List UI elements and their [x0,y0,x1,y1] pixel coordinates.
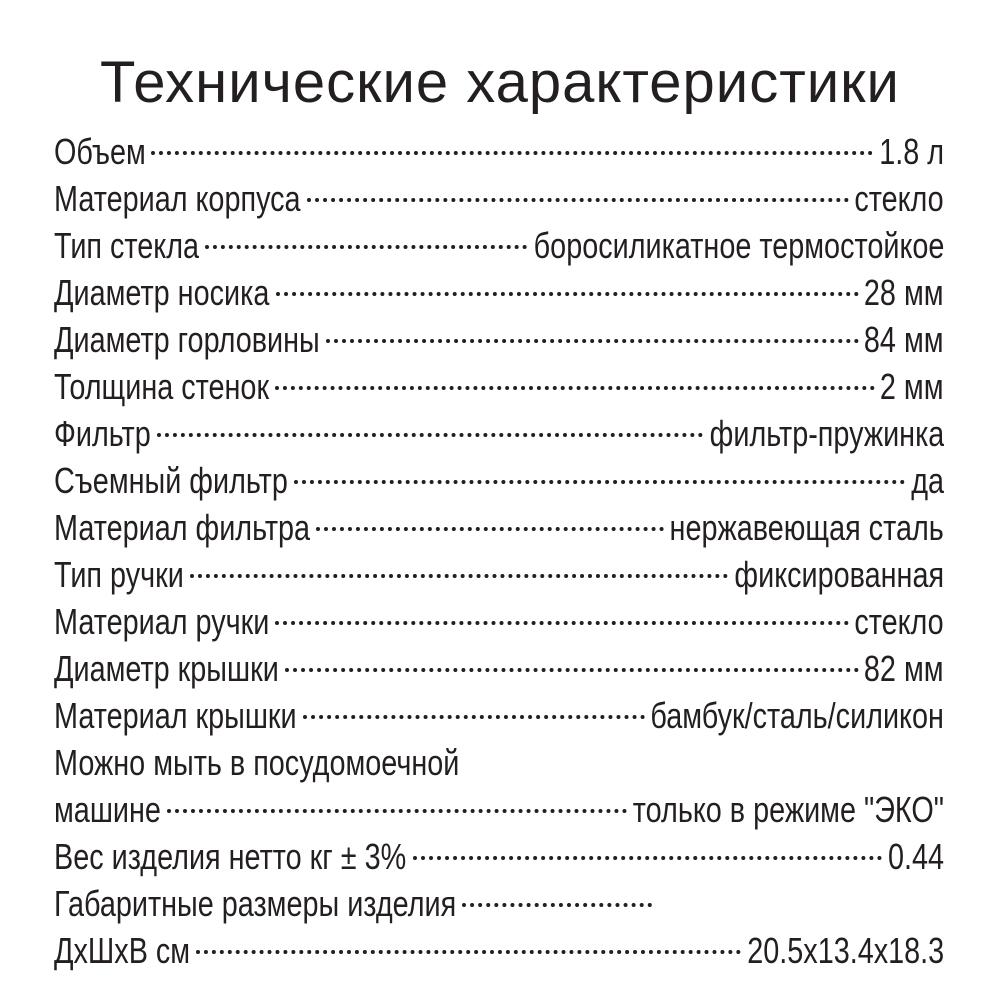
spec-value: стекло [854,601,944,642]
spec-value: 82 мм [864,648,944,689]
dot-leader [462,903,652,907]
spec-value: 0.44 [887,836,944,877]
spec-list [54,128,944,974]
spec-label: Толщина стенок [54,366,270,407]
spec-label: Материал корпуса [54,178,301,219]
spec-row-handle-material [54,598,944,645]
spec-label: Диаметр носика [54,272,270,313]
spec-row-dishwasher-head [54,739,944,786]
spec-row-removable-filter [54,457,944,504]
dot-leader [303,715,645,719]
spec-row-spout-diameter [54,269,944,316]
spec-label: Тип стекла [54,225,200,266]
spec-row-dishwasher [54,786,944,833]
spec-row-net-weight [54,833,944,880]
spec-value: 1.8 л [879,131,944,172]
spec-label: Объем [54,131,146,172]
spec-label: Съемный фильтр [54,460,288,501]
spec-row-volume [54,128,944,175]
spec-label-continued: ДхШхВ см [54,930,191,971]
spec-label-continued: машине [54,789,161,830]
spec-value: 20.5x13.4x18.3 [747,930,944,971]
spec-row-filter-material [54,504,944,551]
dot-leader [326,339,859,343]
spec-row-neck-diameter [54,316,944,363]
spec-value: 2 мм [880,366,944,407]
spec-value: 28 мм [864,272,944,313]
dot-leader [285,668,859,672]
spec-value: нержавеющая сталь [669,507,944,548]
dot-leader [205,245,526,249]
spec-row-wall-thickness [54,363,944,410]
spec-row-lid-material [54,692,944,739]
dot-leader [275,621,848,625]
spec-value: 84 мм [864,319,944,360]
dot-leader [196,950,741,954]
dot-leader [167,809,627,813]
spec-value: только в режиме "ЭКО" [632,789,944,830]
spec-row-dimensions [54,927,944,974]
spec-value: фильтр-пружинка [709,413,944,454]
spec-row-filter [54,410,944,457]
spec-label: Вес изделия нетто кг ± 3% [54,836,407,877]
spec-row-body-material [54,175,944,222]
dot-leader [275,386,875,390]
dot-leader [307,198,849,202]
spec-label: Диаметр крышки [54,648,279,689]
spec-label: Диаметр горловины [54,319,320,360]
spec-value: фиксированная [734,554,944,595]
spec-row-handle-type [54,551,944,598]
spec-row-lid-diameter [54,645,944,692]
dot-leader [294,480,905,484]
spec-label: Материал ручки [54,601,270,642]
spec-value: боросиликатное термостойкое [533,225,944,266]
dot-leader [157,433,703,437]
spec-label: Материал крышки [54,695,297,736]
dot-leader [413,856,882,860]
spec-label: Габаритные размеры изделия [54,883,457,924]
dot-leader [276,292,859,296]
spec-value: бамбук/сталь/силикон [650,695,944,736]
spec-row-glass-type [54,222,944,269]
page-title: Технические характеристики [100,50,900,115]
spec-row-dimensions-head [54,880,944,927]
spec-value: стекло [854,178,944,219]
dot-leader [151,151,873,155]
spec-label: Фильтр [54,413,151,454]
spec-label: Можно мыть в посудомоечной [54,742,460,783]
dot-leader [190,574,728,578]
spec-value: да [911,460,944,501]
dot-leader [316,527,664,531]
spec-label: Материал фильтра [54,507,311,548]
spec-label: Тип ручки [54,554,184,595]
